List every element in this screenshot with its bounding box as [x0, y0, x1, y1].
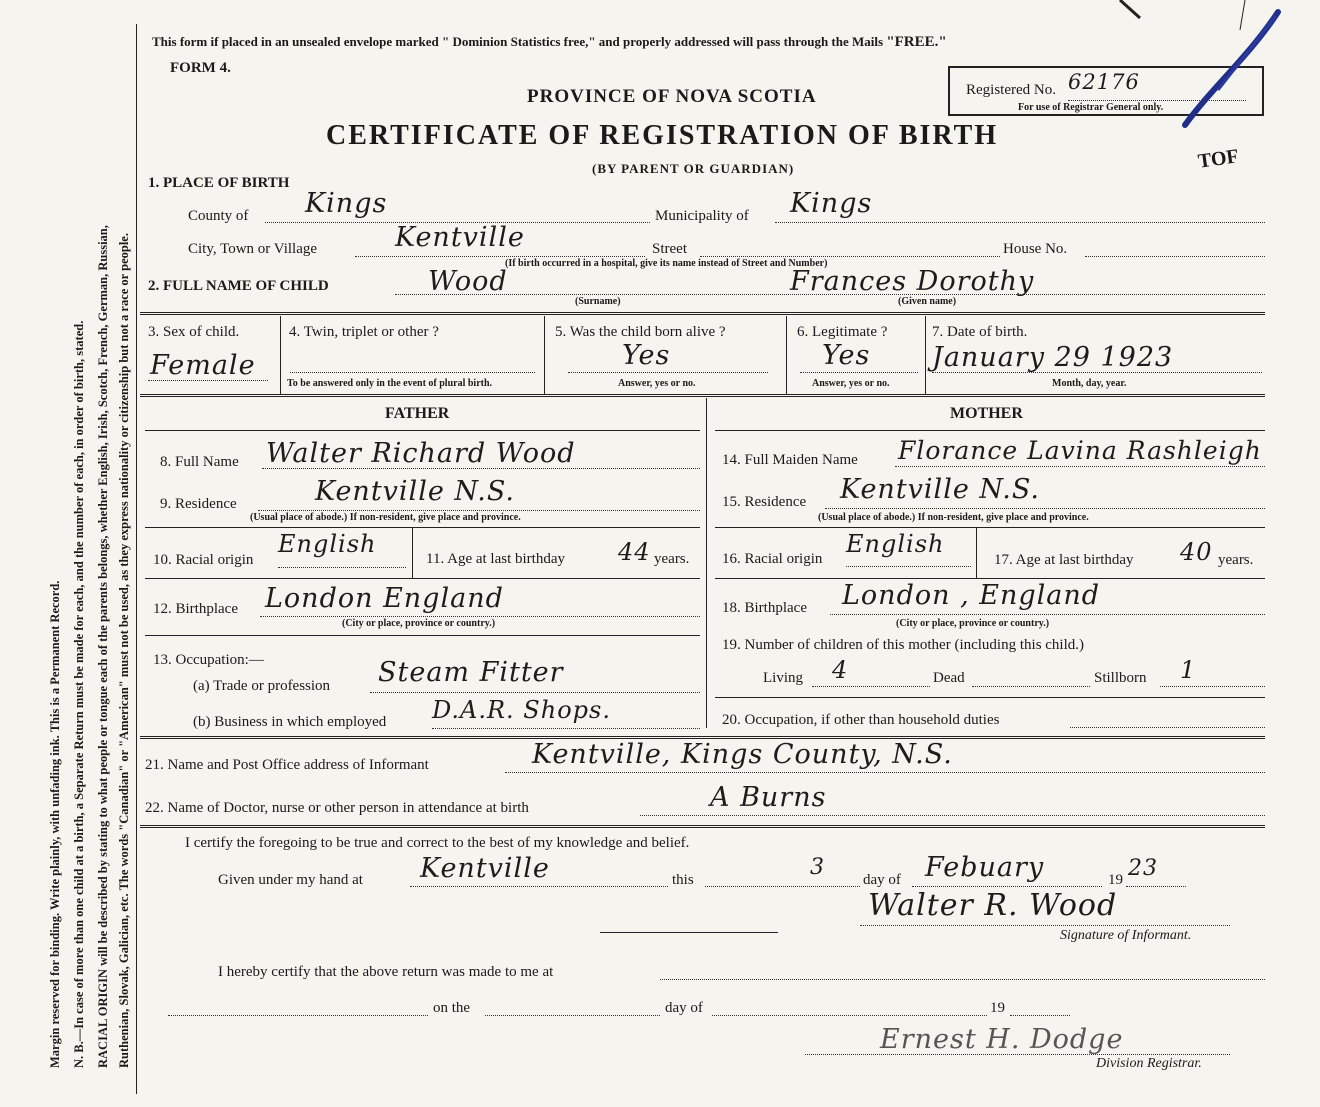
father-birthplace-note: (City or place, province or country.)	[342, 618, 496, 629]
this-label: this	[672, 872, 694, 888]
certify-dayof-label: day of	[863, 872, 901, 888]
mother-birthplace-value: London , England	[842, 580, 1101, 611]
living-value: 4	[832, 656, 849, 684]
given-place-value: Kentville	[420, 853, 550, 884]
corner-mark: TOF	[1196, 145, 1241, 173]
father-business-label: (b) Business in which employed	[193, 714, 387, 730]
registrar-signature: Ernest H. Dodge	[880, 1024, 1124, 1055]
margin-note-1: Margin reserved for binding. Write plainly, with unfading ink. This is a Permanent Record.	[48, 580, 62, 1068]
registered-note: For use of Registrar General only.	[1018, 102, 1164, 113]
father-name-label: 8. Full Name	[160, 454, 239, 470]
twin-note: To be answered only in the event of plural birth.	[287, 378, 493, 389]
mother-name-value: Florance Lavina Rashleigh	[898, 436, 1262, 465]
certify-month-value: Febuary	[925, 852, 1045, 883]
father-trade-label: (a) Trade or profession	[193, 678, 331, 694]
father-birthplace-label: 12. Birthplace	[153, 601, 238, 617]
mother-age-label: 17. Age at last birthday	[994, 552, 1134, 568]
county-label: County of	[188, 208, 249, 224]
registered-label: Registered No.	[966, 82, 1056, 98]
certify-year-value: 23	[1128, 856, 1158, 881]
margin-note-3: RACIAL ORIGIN will be described by stating to what people or tongue each of the parents belongs, whether English, Irish, Scotch, French, German, Russian,	[96, 225, 110, 1068]
father-residence-label: 9. Residence	[160, 496, 237, 512]
mother-residence-note: (Usual place of abode.) If non-resident, give place and province.	[818, 512, 1089, 523]
sex-value: Female	[150, 350, 256, 381]
street-label: Street	[652, 241, 687, 257]
certificate-title: CERTIFICATE OF REGISTRATION OF BIRTH	[326, 120, 999, 151]
children-count-label: 19. Number of children of this mother (including this child.)	[722, 637, 1085, 653]
mail-notice	[152, 34, 947, 51]
child-name-label: 2. FULL NAME OF CHILD	[148, 278, 329, 294]
mail-notice-text: This form if placed in an unsealed envelope marked " Dominion Statistics free," and properly addressed will pass through the Mails	[152, 34, 884, 49]
father-occupation-label: 13. Occupation:—	[153, 652, 264, 668]
father-racial-label: 10. Racial origin	[153, 552, 254, 568]
father-residence-note: (Usual place of abode.) If non-resident, give place and province.	[250, 512, 521, 523]
registrar-dayof-label: day of	[665, 1000, 703, 1016]
living-label: Living	[763, 670, 803, 686]
mother-name-label: 14. Full Maiden Name	[722, 452, 858, 468]
father-birthplace-value: London England	[265, 583, 504, 614]
hospital-note: (If birth occurred in a hospital, give its name instead of Street and Number)	[505, 258, 828, 269]
registrar-year-prefix: 19	[990, 1000, 1005, 1016]
margin-note-2: N. B.—In case of more than one child at a birth, a Separate Return must be made for each, and the number of each, in order of birth, stated.	[72, 320, 86, 1068]
father-residence-value: Kentville N.S.	[315, 476, 515, 507]
child-given-value: Frances Dorothy	[790, 266, 1035, 297]
child-surname-value: Wood	[428, 266, 508, 297]
mother-birthplace-note: (City or place, province or country.)	[896, 618, 1050, 629]
stillborn-value: 1	[1180, 656, 1197, 684]
mother-age-value: 40	[1180, 538, 1213, 566]
doctor-value: A Burns	[710, 782, 827, 813]
city-value: Kentville	[395, 222, 525, 253]
alive-label: 5. Was the child born alive ?	[555, 324, 726, 340]
certify-statement: I certify the foregoing to be true and correct to the best of my knowledge and belief.	[185, 835, 690, 851]
registrar-signature-label: Division Registrar.	[1096, 1056, 1202, 1071]
mother-residence-value: Kentville N.S.	[840, 474, 1040, 505]
twin-label: 4. Twin, triplet or other ?	[289, 324, 439, 340]
alive-value: Yes	[622, 340, 671, 371]
province-title: PROVINCE OF NOVA SCOTIA	[527, 86, 817, 107]
margin-rule	[136, 24, 137, 1094]
father-age-value: 44	[618, 538, 651, 566]
stillborn-label: Stillborn	[1094, 670, 1147, 686]
dead-label: Dead	[933, 670, 965, 686]
mother-racial-label: 16. Racial origin	[722, 551, 823, 567]
given-under-hand-label: Given under my hand at	[218, 872, 363, 888]
dob-note: Month, day, year.	[1052, 378, 1127, 389]
municipality-value: Kings	[790, 188, 873, 219]
father-racial-value: English	[278, 530, 377, 558]
mother-birthplace-label: 18. Birthplace	[722, 600, 807, 616]
city-label: City, Town or Village	[188, 241, 318, 257]
house-number-label: House No.	[1003, 241, 1068, 257]
alive-note: Answer, yes or no.	[618, 378, 696, 389]
father-heading: FATHER	[385, 405, 450, 422]
municipality-label: Municipality of	[655, 208, 749, 224]
informant-signature: Walter R. Wood	[868, 888, 1118, 923]
dob-value: January 29 1923	[932, 342, 1174, 373]
margin-note-4: Ruthenian, Slovak, Galician, etc. The words "Canadian" or "American" must not be used, as they express nationality or citizenship but not a race or people.	[117, 233, 131, 1068]
father-age-label: 11. Age at last birthday	[426, 551, 565, 567]
pen-check-mark	[1100, 0, 1320, 140]
certificate-subtitle: (BY PARENT OR GUARDIAN)	[592, 161, 795, 176]
registrar-statement: I hereby certify that the above return was made to me at	[218, 964, 554, 980]
mail-free-text: "FREE."	[886, 34, 947, 50]
legitimate-note: Answer, yes or no.	[812, 378, 890, 389]
father-name-value: Walter Richard Wood	[266, 438, 576, 469]
doctor-label: 22. Name of Doctor, nurse or other person in attendance at birth	[145, 800, 529, 816]
mother-age-unit: years.	[1218, 552, 1254, 568]
father-trade-value: Steam Fitter	[378, 657, 564, 688]
certify-day-value: 3	[810, 855, 825, 880]
informant-signature-label: Signature of Informant.	[1060, 928, 1192, 943]
certify-year-prefix: 19	[1108, 872, 1123, 888]
county-value: Kings	[305, 188, 388, 219]
surname-note: (Surname)	[575, 296, 621, 307]
mother-residence-label: 15. Residence	[722, 494, 807, 510]
sex-label: 3. Sex of child.	[148, 324, 240, 340]
place-of-birth-label: 1. PLACE OF BIRTH	[148, 175, 290, 191]
given-name-note: (Given name)	[898, 296, 957, 307]
registrar-on-label: on the	[433, 1000, 471, 1016]
dob-label: 7. Date of birth.	[932, 324, 1028, 340]
registered-value: 62176	[1068, 70, 1140, 94]
mother-heading: MOTHER	[950, 405, 1023, 422]
informant-value: Kentville, Kings County, N.S.	[532, 739, 953, 770]
mother-racial-value: English	[846, 530, 945, 558]
form-number: FORM 4.	[170, 60, 231, 76]
legitimate-label: 6. Legitimate ?	[797, 324, 888, 340]
binding-margin	[0, 0, 140, 1107]
father-business-value: D.A.R. Shops.	[432, 696, 611, 724]
father-age-unit: years.	[654, 551, 690, 567]
mother-occupation-label: 20. Occupation, if other than household duties	[722, 712, 1000, 728]
legitimate-value: Yes	[822, 340, 871, 371]
informant-label: 21. Name and Post Office address of Informant	[145, 757, 429, 773]
